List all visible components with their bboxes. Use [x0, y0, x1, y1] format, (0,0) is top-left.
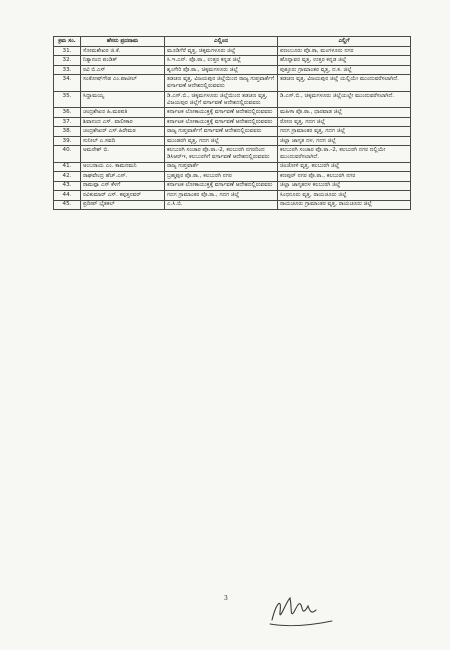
cell-to: ಹೊನ್ನಾವರ ವೃತ್ತ, ಉತ್ತರ ಕನ್ನಡ ಜಿಲ್ಲೆ — [278, 56, 411, 66]
cell-to: ಚಿಂಚೋಳಿ ವೃತ್ತ, ಕಲಬುರಗಿ ಜಿಲ್ಲೆ — [278, 162, 411, 172]
page-number: 3 — [224, 595, 228, 602]
cell-from: ಡಿ.ಎಸ್.ಬಿ., ಚಿಕ್ಕಮಗಳೂರು ಜಿಲ್ಲೆಯಿಂದ ತಡಚಣ ವೃತ್ತ, ವಿಜಯಪುರ ಜಿಲ್ಲೆಗೆ ವರ್ಗಾವಣೆ ಆದೇಶದಲ್ಲಿರುವವರು — [165, 91, 278, 107]
cell-name: ರವಿಕುಮಾರ್ ಎಸ್. ಕಪ್ಪತ್ತನವರ್ — [81, 191, 165, 201]
table-row — [54, 91, 411, 107]
table-row — [54, 56, 411, 66]
cell-to: ಸಿಂಧನೂರು ವೃತ್ತ, ರಾಯಚೂರು ಜಿಲ್ಲೆ — [278, 191, 411, 201]
cell-name: ಚಂದ್ರಶೇಖರ ಹಿ.ಮಠಪತಿ — [81, 108, 165, 118]
cell-name: ಶಿವಾನಂದ ಎಸ್. ವಾಲೀಕಾರ — [81, 117, 165, 127]
table-row — [54, 117, 411, 127]
cell-number: 37. — [54, 117, 81, 127]
cell-from: ಕರ್ನಾಟಕ ಲೋಕಾಯುಕ್ತಕ್ಕೆ ವರ್ಗಾವಣೆ ಆದೇಶದಲ್ಲಿರುವವರು — [165, 181, 278, 191]
header-row — [54, 37, 411, 47]
table-row — [54, 75, 411, 91]
cell-name: ಚಂದ್ರಶೇಖರ್ ಎಸ್.ಹಿರೇಮಠ — [81, 127, 165, 137]
cell-number: 45. — [54, 200, 81, 210]
header-number: ಕ್ರಮ ಸಂ. — [54, 37, 81, 47]
cell-name: ನಿತ್ಯಾನಂದ ಪಂಡಿತ್ — [81, 56, 165, 66]
cell-number: 32. — [54, 56, 81, 66]
cell-to: ಪುತ್ತೂರು ಗ್ರಾಮಾಂತರ ವೃತ್ತ, ದ.ಕ. ಜಿಲ್ಲೆ — [278, 65, 411, 75]
table-row — [54, 136, 411, 146]
table-header — [54, 37, 411, 47]
transfer-table — [53, 36, 411, 210]
cell-to: ತಡಚಣ ವೃತ್ತ, ವಿಜಯಪುರ ಜಿಲ್ಲೆ ಯಲ್ಲಿಯೇ ಮುಂದುವರೆಸಲಾಗಿದೆ. — [278, 75, 411, 91]
cell-to: ಜಿಲ್ಲಾ ಜಾಗೃತದಳ ಕಲಬುರಗಿ ಜಿಲ್ಲೆ — [278, 181, 411, 191]
cell-to: ರೋಣ ವೃತ್ತ, ಗದಗ ಜಿಲ್ಲೆ — [278, 117, 411, 127]
table-body — [54, 46, 411, 209]
cell-from: ಮೂಡಿಗೆರೆ ವೃತ್ತ, ಚಿಕ್ಕಮಗಳೂರು ಜಿಲ್ಲೆ — [165, 46, 278, 56]
cell-to: ಜಿಲ್ಲಾ ಜಾಗೃತ ದಳ, ಗದಗ ಜಿಲ್ಲೆ — [278, 136, 411, 146]
table-row — [54, 65, 411, 75]
header-name: ಹೆಸರು ಪ್ರದನಾಮ — [81, 37, 165, 47]
cell-to: ಪಣಂಬೂರು ಪೊ.ಠಾ, ಮಂಗಳೂರು ನಗರ — [278, 46, 411, 56]
cell-to: ಕಣಪುರ್ ನಗರ ಪೊ.ಠಾ., ಕಲಬುರಗಿ ನಗರ — [278, 172, 411, 182]
cell-number: 44. — [54, 191, 81, 201]
cell-from: ಬ್ರಹ್ಮಪುರ ಪೊ.ಠಾ., ಕಲಬುರಗಿ ನಗರ — [165, 172, 278, 182]
table-row — [54, 146, 411, 162]
table-row — [54, 191, 411, 201]
cell-number: 34. — [54, 75, 81, 91]
cell-from: ತಡಚಣ ವೃತ್ತ, ವಿಜಯಪುರ ಜಿಲ್ಲೆಯಿಂದ ರಾಜ್ಯ ಗುಪ್ತವಾರ್ತೆಗೆ ವರ್ಗಾವಣೆ ಆದೇಶದಲ್ಲಿರುವವರು — [165, 75, 278, 91]
cell-name: ಪ್ರದೀಪ್ ಭೈತಕಲ್ — [81, 200, 165, 210]
cell-from: ಕರ್ನಾಟಕ ಲೋಕಾಯುಕ್ತಕ್ಕೆ ವರ್ಗಾವಣೆ ಆದೇಶದಲ್ಲಿರುವವರು — [165, 108, 278, 118]
cell-from: ಕಲಬುರಗಿ ಸಂಚಾರ ಪೊ.ಠಾ.-2, ಕಲಬುರಗಿ ನಗರದಿಂದ ಡಿಸಿಆರ್‌ಇ, ಕಲಬುರಗಿಗೆ ವರ್ಗಾವಣೆ ಆದೇಶದಲ್ಲಿರುವವರು — [165, 146, 278, 162]
cell-to: ಡಿ.ಎಸ್.ಬಿ., ಚಿಕ್ಕಮಗಳೂರು ಜಿಲ್ಲೆಯಲ್ಲೇ ಮುಂದುವರೆಸಲಾಗಿದೆ. — [278, 91, 411, 107]
cell-name: ರಾಘವೇಂದ್ರ ಹೆಚ್.ಎಸ್. — [81, 172, 165, 182]
cell-number: 38. — [54, 127, 81, 137]
table-row — [54, 162, 411, 172]
cell-number: 31. — [54, 46, 81, 56]
cell-name: ರವಿ ಬಿ.ಎಸ್ — [81, 65, 165, 75]
cell-name: ಸಿದ್ದಾಮಯ್ಯ — [81, 91, 165, 107]
signature — [268, 590, 338, 630]
cell-to: ಕಲಬುರಗಿ ಸಂಚಾರ ಪೊ.ಠಾ.-2, ಕಲಬುರಗಿ ನಗರ ದಲ್ಲಿಯೇ ಮುಂದುವರೆಸಲಾಗಿದೆ. — [278, 146, 411, 162]
cell-from: ಶೃಂಗೇರಿ ಪೊ.ಠಾ., ಚಿಕ್ಕಮಗಳೂರು ಜಿಲ್ಲೆ — [165, 65, 278, 75]
cell-number: 33. — [54, 65, 81, 75]
table-row — [54, 181, 411, 191]
cell-from: ಮುಂಡರಗಿ ವೃತ್ತ, ಗದಗ ಜಿಲ್ಲೆ — [165, 136, 278, 146]
cell-number: 42. — [54, 172, 81, 182]
cell-to: ಗದಗ ಗ್ರಾಮಾಂತರ ವೃತ್ತ, ಗದಗ ಜಿಲ್ಲೆ — [278, 127, 411, 137]
table-row — [54, 108, 411, 118]
cell-name: ಸೋಮಶೇಖರ ಜಿ.ಕೆ. — [81, 46, 165, 56]
header-from: ಎಲ್ಲಿಂದ — [165, 37, 278, 47]
cell-name: ಅಂಬರಾಯ ಎಂ. ಕಾಮನಮನಿ — [81, 162, 165, 172]
cell-name: ಸುನೀಲ್ ಎ.ಸವದಿ — [81, 136, 165, 146]
cell-number: 40. — [54, 146, 81, 162]
cell-number: 35. — [54, 91, 81, 107]
cell-to: ಮಹಿಳಾ ಪೊ.ಠಾ., ಧಾರವಾಡ ಜಿಲ್ಲೆ — [278, 108, 411, 118]
table-row — [54, 200, 411, 210]
cell-from: ಸಿ.ಇ.ಎನ್. ಪೊ.ಠಾ., ಉತ್ತರ ಕನ್ನಡ ಜಿಲ್ಲೆ — [165, 56, 278, 66]
cell-name: ರಾಮಪ್ಪಾ ಎಸ್ ಕೆಳಗೆ — [81, 181, 165, 191]
cell-number: 36. — [54, 108, 81, 118]
cell-number: 43. — [54, 181, 81, 191]
cell-from: ಕರ್ನಾಟಕ ಲೋಕಾಯುಕ್ತಕ್ಕೆ ವರ್ಗಾವಣೆ ಆದೇಶದಲ್ಲಿರುವವರು — [165, 117, 278, 127]
cell-from: ಎ.ಸಿ.ಬಿ. — [165, 200, 278, 210]
cell-name: ಸಂತೋಷ್‌ಗೌಡ ಎಂ.ಪಾಟೀಲ್ — [81, 75, 165, 91]
header-to: ಎಲ್ಲಿಗೆ — [278, 37, 411, 47]
table-row — [54, 46, 411, 56]
cell-number: 41. — [54, 162, 81, 172]
cell-number: 39. — [54, 136, 81, 146]
cell-name: ಅಮರೇಶ್ ಬಿ. — [81, 146, 165, 162]
table-row — [54, 172, 411, 182]
cell-from: ರಾಜ್ಯ ಗುಪ್ತವಾರ್ತೆಗೆ ವರ್ಗಾವಣೆ ಆದೇಶದಲ್ಲಿರುವವರು — [165, 127, 278, 137]
cell-from: ರಾಜ್ಯ ಗುಪ್ತವಾರ್ತೆ — [165, 162, 278, 172]
table-row — [54, 127, 411, 137]
cell-from: ಗದಗ ಗ್ರಾಮಾಂತರ ಪೊ.ಠಾ., ಗದಗ ಜಿಲ್ಲೆ — [165, 191, 278, 201]
cell-to: ರಾಯಚೂರು ಗ್ರಾಮಾಂತರ ವೃತ್ತ, ರಾಯಚೂರು ಜಿಲ್ಲೆ — [278, 200, 411, 210]
